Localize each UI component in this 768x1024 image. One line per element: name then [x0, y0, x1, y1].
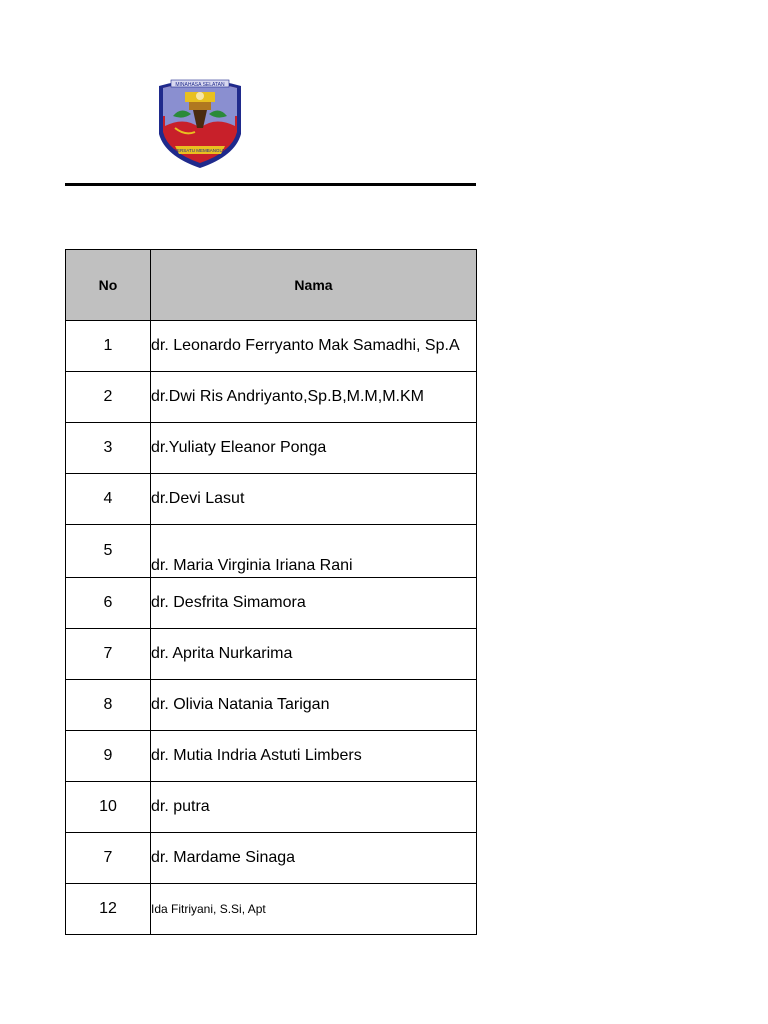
column-header-no: No: [66, 250, 151, 321]
row-number: 10: [66, 782, 151, 833]
table-row: [66, 321, 477, 372]
row-name: dr.Dwi Ris Andriyanto,Sp.B,M.M,M.KM: [151, 372, 477, 423]
table-row: [66, 731, 477, 782]
table-row: [66, 474, 477, 525]
logo-top-text: MINAHASA SELATAN: [175, 82, 225, 88]
row-number: 7: [66, 629, 151, 680]
row-name: dr. Mardame Sinaga: [151, 833, 477, 884]
shield-emblem-icon: [155, 76, 245, 169]
row-number: 4: [66, 474, 151, 525]
row-name: dr. Desfrita Simamora: [151, 578, 477, 629]
row-number: 9: [66, 731, 151, 782]
row-number: 7: [66, 833, 151, 884]
table-row: [66, 629, 477, 680]
table-header-row: [66, 250, 477, 321]
row-name: dr. Maria Virginia Iriana Rani: [151, 525, 477, 578]
table-row: [66, 680, 477, 731]
row-name: dr.Yuliaty Eleanor Ponga: [151, 423, 477, 474]
row-name: dr. Aprita Nurkarima: [151, 629, 477, 680]
table-row: [66, 578, 477, 629]
regency-logo: [155, 76, 245, 169]
table-row: [66, 372, 477, 423]
table-row: [66, 884, 477, 935]
doctor-list-table: [65, 249, 477, 935]
row-number: 5: [66, 525, 151, 578]
logo-bottom-text: BERSATU MEMBANGUN: [174, 148, 226, 153]
row-name: dr. putra: [151, 782, 477, 833]
table-row: [66, 833, 477, 884]
table-row: [66, 423, 477, 474]
table-row: [66, 525, 477, 578]
row-number: 3: [66, 423, 151, 474]
column-header-nama: Nama: [151, 250, 477, 321]
row-number: 1: [66, 321, 151, 372]
row-number: 12: [66, 884, 151, 935]
row-number: 6: [66, 578, 151, 629]
row-number: 2: [66, 372, 151, 423]
row-number: 8: [66, 680, 151, 731]
table-row: [66, 782, 477, 833]
row-name: dr.Devi Lasut: [151, 474, 477, 525]
row-name: dr. Mutia Indria Astuti Limbers: [151, 731, 477, 782]
row-name: Ida Fitriyani, S.Si, Apt: [151, 884, 477, 935]
row-name: dr. Olivia Natania Tarigan: [151, 680, 477, 731]
row-name: dr. Leonardo Ferryanto Mak Samadhi, Sp.A: [151, 321, 477, 372]
header-divider: [65, 183, 476, 186]
